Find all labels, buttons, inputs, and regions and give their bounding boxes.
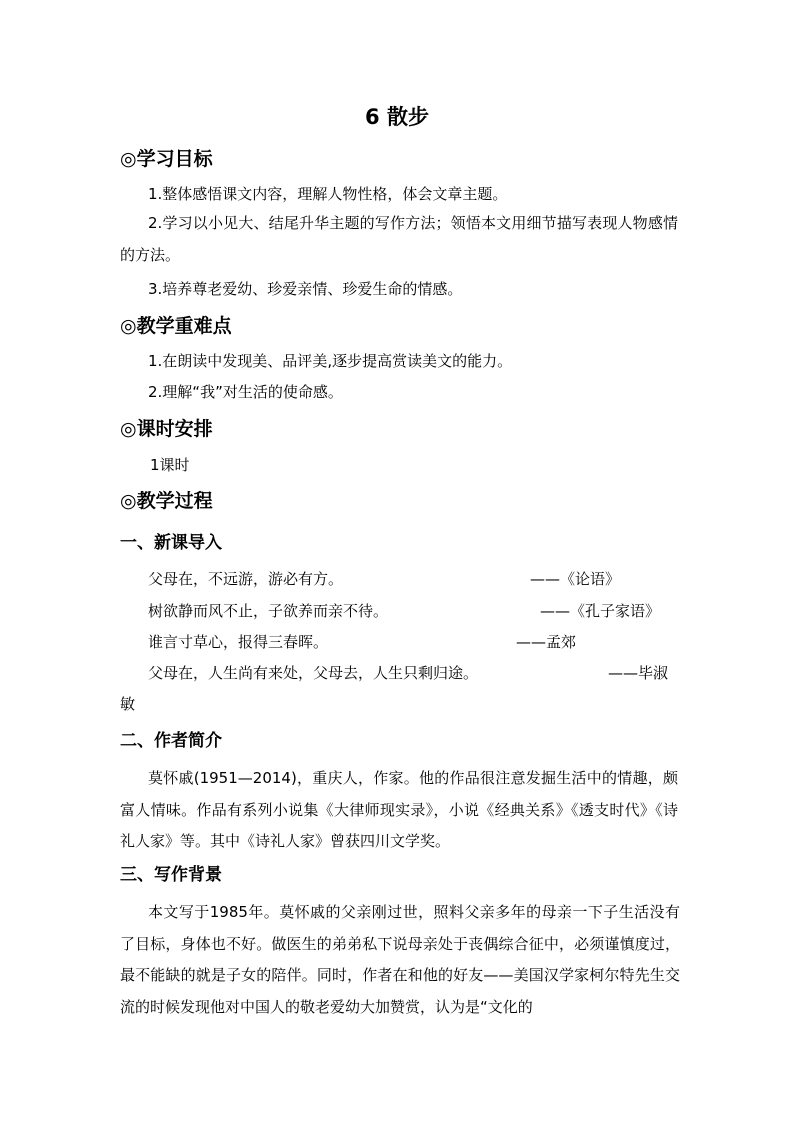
quote-2-source: ——《孔子家语》 — [540, 602, 661, 620]
key-point-item-1: 1.在朗读中发现美、品评美,逐步提高赏读美文的能力。 — [148, 352, 513, 370]
quote-2-text: 树欲静而风不止，子欲养而亲不待。 — [148, 602, 389, 620]
quote-4-source-continued: 敏 — [120, 695, 136, 713]
quote-1-text: 父母在，不远游，游必有方。 — [148, 570, 344, 588]
author-paragraph: 莫怀戚(1951—2014)，重庆人，作家。他的作品很注意发掘生活中的情趣，颇富人情味。作品有系列小说集《大律师现实录》，小说《经典关系》《透支时代》《诗礼人家》等。其中《诗礼人家》曾获四川文学奖。 — [120, 769, 678, 850]
quote-4-text: 父母在，人生尚有来处，父母去，人生只剩归途。 — [148, 664, 479, 682]
section-heading-objectives: ◎学习目标 — [120, 148, 213, 170]
quote-3-text: 谁言寸草心，报得三春晖。 — [148, 633, 329, 651]
objective-item-2: 2.学习以小见大、结尾升华主题的写作方法；领悟本文用细节描写表现人物感情的方法。 — [120, 214, 678, 264]
section-heading-key-points: ◎教学重难点 — [120, 315, 232, 337]
schedule-text: 1课时 — [150, 456, 190, 474]
key-point-item-2: 2.理解“我”对生活的使命感。 — [148, 383, 343, 401]
page-title: 6 散步 — [365, 105, 429, 129]
quote-1-source: ——《论语》 — [530, 570, 621, 588]
quote-4-source: ——毕淑 — [608, 664, 669, 682]
section-heading-process: ◎教学过程 — [120, 490, 213, 512]
subheading-background: 三、写作背景 — [120, 865, 222, 885]
objective-item-3: 3.培养尊老爱幼、珍爱亲情、珍爱生命的情感。 — [148, 280, 463, 298]
section-heading-schedule: ◎课时安排 — [120, 418, 213, 440]
quote-3-source: ——孟郊 — [516, 633, 577, 651]
subheading-intro: 一、新课导入 — [120, 533, 222, 553]
subheading-author: 二、作者简介 — [120, 731, 222, 751]
background-paragraph: 本文写于1985年。莫怀戚的父亲刚过世，照料父亲多年的母亲一下子生活没有了目标，身体也不好。做医生的弟弟私下说母亲处于丧偶综合征中，必须谨慎度过，最不能缺的就是子女的陪伴。同时，作者在和他的好友——美国汉学家柯尔特先生交流的时候发现他对中国人的敬老爱幼大加赞赏，认为是“文化的 — [120, 903, 680, 1016]
objective-item-1: 1.整体感悟课文内容，理解人物性格，体会文章主题。 — [148, 185, 508, 203]
